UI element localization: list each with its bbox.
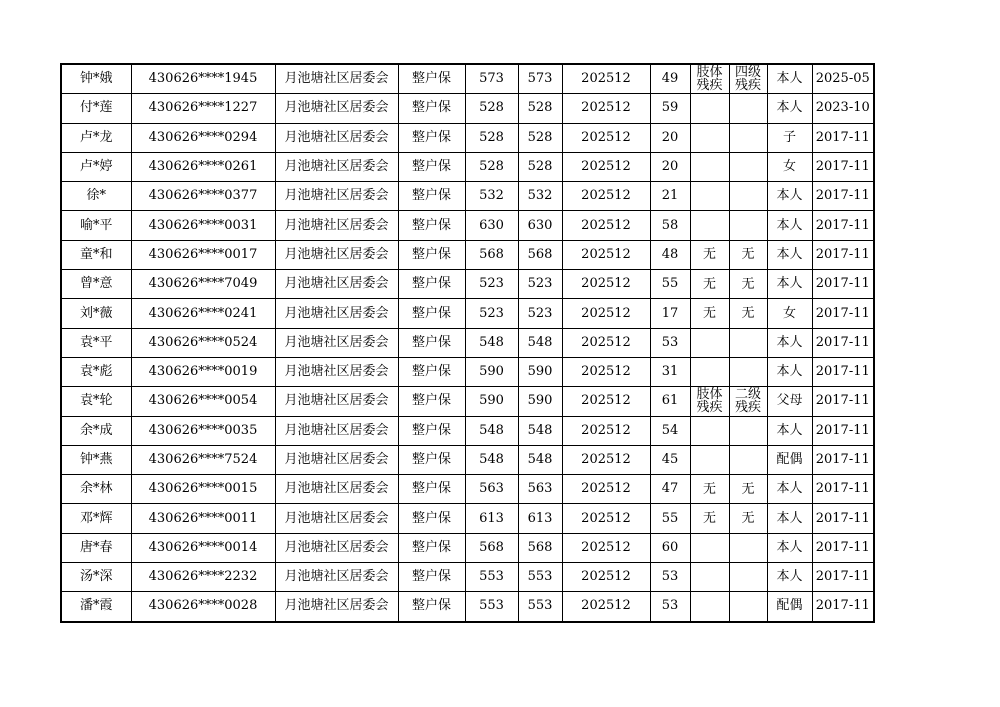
assistance-type-cell: 整户保 bbox=[398, 270, 465, 299]
disability-type-cell: 无 bbox=[690, 240, 729, 269]
age-cell: 61 bbox=[650, 387, 690, 416]
start-date-cell: 2017-11 bbox=[812, 563, 874, 592]
disability-level-cell bbox=[729, 211, 767, 240]
amount-cell: 523 bbox=[465, 270, 518, 299]
age-cell: 17 bbox=[650, 299, 690, 328]
amount-cell: 528 bbox=[518, 94, 562, 123]
relation-cell: 本人 bbox=[767, 563, 812, 592]
amount-cell: 553 bbox=[518, 592, 562, 622]
assistance-type-cell: 整户保 bbox=[398, 533, 465, 562]
id-number-cell: 430626****0054 bbox=[131, 387, 275, 416]
community-cell: 月池塘社区居委会 bbox=[275, 64, 398, 94]
amount-cell: 523 bbox=[465, 299, 518, 328]
amount-cell: 548 bbox=[518, 328, 562, 357]
id-number-cell: 430626****1227 bbox=[131, 94, 275, 123]
community-cell: 月池塘社区居委会 bbox=[275, 94, 398, 123]
disability-type-cell bbox=[690, 416, 729, 445]
period-cell: 202512 bbox=[562, 240, 650, 269]
id-number-cell: 430626****0017 bbox=[131, 240, 275, 269]
age-cell: 53 bbox=[650, 328, 690, 357]
age-cell: 54 bbox=[650, 416, 690, 445]
community-cell: 月池塘社区居委会 bbox=[275, 592, 398, 622]
amount-cell: 568 bbox=[465, 533, 518, 562]
period-cell: 202512 bbox=[562, 504, 650, 533]
relation-cell: 父母 bbox=[767, 387, 812, 416]
disability-type-cell: 肢体残疾 bbox=[690, 387, 729, 416]
amount-cell: 590 bbox=[518, 387, 562, 416]
relation-cell: 本人 bbox=[767, 182, 812, 211]
amount-cell: 528 bbox=[518, 123, 562, 152]
table-row bbox=[61, 416, 874, 445]
amount-cell: 568 bbox=[465, 240, 518, 269]
table-row bbox=[61, 504, 874, 533]
amount-cell: 630 bbox=[518, 211, 562, 240]
id-number-cell: 430626****0031 bbox=[131, 211, 275, 240]
relation-cell: 本人 bbox=[767, 64, 812, 94]
assistance-type-cell: 整户保 bbox=[398, 357, 465, 386]
table-row bbox=[61, 533, 874, 562]
age-cell: 20 bbox=[650, 152, 690, 181]
start-date-cell: 2017-11 bbox=[812, 592, 874, 622]
disability-type-cell bbox=[690, 592, 729, 622]
amount-cell: 568 bbox=[518, 240, 562, 269]
disability-type-cell: 无 bbox=[690, 270, 729, 299]
community-cell: 月池塘社区居委会 bbox=[275, 563, 398, 592]
table-row bbox=[61, 328, 874, 357]
amount-cell: 548 bbox=[465, 445, 518, 474]
amount-cell: 590 bbox=[465, 357, 518, 386]
amount-cell: 553 bbox=[465, 563, 518, 592]
table-row bbox=[61, 475, 874, 504]
name-cell: 卢*龙 bbox=[61, 123, 131, 152]
age-cell: 53 bbox=[650, 592, 690, 622]
name-cell: 付*莲 bbox=[61, 94, 131, 123]
disability-type-cell bbox=[690, 211, 729, 240]
amount-cell: 590 bbox=[465, 387, 518, 416]
disability-level-cell: 四级残疾 bbox=[729, 64, 767, 94]
community-cell: 月池塘社区居委会 bbox=[275, 416, 398, 445]
start-date-cell: 2017-11 bbox=[812, 152, 874, 181]
amount-cell: 548 bbox=[518, 416, 562, 445]
disability-type-cell bbox=[690, 563, 729, 592]
amount-cell: 528 bbox=[518, 152, 562, 181]
name-cell: 邓*辉 bbox=[61, 504, 131, 533]
amount-cell: 553 bbox=[465, 592, 518, 622]
assistance-type-cell: 整户保 bbox=[398, 123, 465, 152]
table-row bbox=[61, 182, 874, 211]
start-date-cell: 2017-11 bbox=[812, 357, 874, 386]
disability-type-cell bbox=[690, 94, 729, 123]
start-date-cell: 2017-11 bbox=[812, 328, 874, 357]
age-cell: 58 bbox=[650, 211, 690, 240]
amount-cell: 548 bbox=[465, 416, 518, 445]
amount-cell: 528 bbox=[465, 123, 518, 152]
name-cell: 童*和 bbox=[61, 240, 131, 269]
assistance-type-cell: 整户保 bbox=[398, 504, 465, 533]
table-row bbox=[61, 64, 874, 94]
table-row bbox=[61, 592, 874, 622]
period-cell: 202512 bbox=[562, 152, 650, 181]
relation-cell: 本人 bbox=[767, 475, 812, 504]
table-row bbox=[61, 240, 874, 269]
assistance-type-cell: 整户保 bbox=[398, 240, 465, 269]
disability-type-cell bbox=[690, 328, 729, 357]
id-number-cell: 430626****0261 bbox=[131, 152, 275, 181]
table-row bbox=[61, 211, 874, 240]
age-cell: 48 bbox=[650, 240, 690, 269]
roster-body bbox=[61, 64, 874, 622]
name-cell: 喻*平 bbox=[61, 211, 131, 240]
disability-level-cell bbox=[729, 328, 767, 357]
period-cell: 202512 bbox=[562, 270, 650, 299]
start-date-cell: 2017-11 bbox=[812, 475, 874, 504]
age-cell: 60 bbox=[650, 533, 690, 562]
period-cell: 202512 bbox=[562, 445, 650, 474]
amount-cell: 528 bbox=[465, 152, 518, 181]
amount-cell: 532 bbox=[465, 182, 518, 211]
community-cell: 月池塘社区居委会 bbox=[275, 387, 398, 416]
disability-type-cell bbox=[690, 445, 729, 474]
community-cell: 月池塘社区居委会 bbox=[275, 475, 398, 504]
period-cell: 202512 bbox=[562, 475, 650, 504]
relation-cell: 子 bbox=[767, 123, 812, 152]
community-cell: 月池塘社区居委会 bbox=[275, 533, 398, 562]
name-cell: 曾*意 bbox=[61, 270, 131, 299]
amount-cell: 548 bbox=[465, 328, 518, 357]
period-cell: 202512 bbox=[562, 299, 650, 328]
assistance-type-cell: 整户保 bbox=[398, 299, 465, 328]
amount-cell: 573 bbox=[465, 64, 518, 94]
assistance-type-cell: 整户保 bbox=[398, 592, 465, 622]
name-cell: 唐*春 bbox=[61, 533, 131, 562]
assistance-type-cell: 整户保 bbox=[398, 94, 465, 123]
start-date-cell: 2017-11 bbox=[812, 299, 874, 328]
community-cell: 月池塘社区居委会 bbox=[275, 123, 398, 152]
period-cell: 202512 bbox=[562, 387, 650, 416]
name-cell: 余*林 bbox=[61, 475, 131, 504]
relation-cell: 本人 bbox=[767, 211, 812, 240]
relation-cell: 配偶 bbox=[767, 445, 812, 474]
age-cell: 53 bbox=[650, 563, 690, 592]
period-cell: 202512 bbox=[562, 328, 650, 357]
disability-level-cell bbox=[729, 94, 767, 123]
period-cell: 202512 bbox=[562, 416, 650, 445]
amount-cell: 563 bbox=[465, 475, 518, 504]
disability-level-cell: 无 bbox=[729, 270, 767, 299]
id-number-cell: 430626****0028 bbox=[131, 592, 275, 622]
community-cell: 月池塘社区居委会 bbox=[275, 445, 398, 474]
disability-type-cell bbox=[690, 533, 729, 562]
community-cell: 月池塘社区居委会 bbox=[275, 240, 398, 269]
amount-cell: 573 bbox=[518, 64, 562, 94]
relation-cell: 本人 bbox=[767, 533, 812, 562]
amount-cell: 532 bbox=[518, 182, 562, 211]
start-date-cell: 2017-11 bbox=[812, 240, 874, 269]
id-number-cell: 430626****0035 bbox=[131, 416, 275, 445]
age-cell: 59 bbox=[650, 94, 690, 123]
age-cell: 55 bbox=[650, 504, 690, 533]
disability-type-cell bbox=[690, 182, 729, 211]
name-cell: 袁*平 bbox=[61, 328, 131, 357]
disability-level-cell bbox=[729, 357, 767, 386]
disability-level-cell: 无 bbox=[729, 240, 767, 269]
table-row bbox=[61, 299, 874, 328]
disability-level-cell: 无 bbox=[729, 475, 767, 504]
name-cell: 徐* bbox=[61, 182, 131, 211]
disability-type-cell: 肢体残疾 bbox=[690, 64, 729, 94]
period-cell: 202512 bbox=[562, 64, 650, 94]
age-cell: 55 bbox=[650, 270, 690, 299]
assistance-type-cell: 整户保 bbox=[398, 64, 465, 94]
disability-level-cell: 二级残疾 bbox=[729, 387, 767, 416]
period-cell: 202512 bbox=[562, 182, 650, 211]
period-cell: 202512 bbox=[562, 94, 650, 123]
id-number-cell: 430626****0377 bbox=[131, 182, 275, 211]
start-date-cell: 2017-11 bbox=[812, 533, 874, 562]
roster-table bbox=[60, 63, 875, 623]
community-cell: 月池塘社区居委会 bbox=[275, 504, 398, 533]
name-cell: 钟*娥 bbox=[61, 64, 131, 94]
name-cell: 袁*轮 bbox=[61, 387, 131, 416]
id-number-cell: 430626****0019 bbox=[131, 357, 275, 386]
amount-cell: 630 bbox=[465, 211, 518, 240]
period-cell: 202512 bbox=[562, 123, 650, 152]
disability-level-cell bbox=[729, 123, 767, 152]
table-row bbox=[61, 123, 874, 152]
relation-cell: 本人 bbox=[767, 504, 812, 533]
amount-cell: 568 bbox=[518, 533, 562, 562]
table-row bbox=[61, 445, 874, 474]
amount-cell: 523 bbox=[518, 299, 562, 328]
table-row bbox=[61, 94, 874, 123]
relation-cell: 本人 bbox=[767, 416, 812, 445]
table-row bbox=[61, 270, 874, 299]
start-date-cell: 2017-11 bbox=[812, 445, 874, 474]
disability-type-cell: 无 bbox=[690, 299, 729, 328]
period-cell: 202512 bbox=[562, 592, 650, 622]
name-cell: 钟*燕 bbox=[61, 445, 131, 474]
relation-cell: 本人 bbox=[767, 357, 812, 386]
start-date-cell: 2017-11 bbox=[812, 387, 874, 416]
relation-cell: 本人 bbox=[767, 94, 812, 123]
id-number-cell: 430626****0014 bbox=[131, 533, 275, 562]
age-cell: 21 bbox=[650, 182, 690, 211]
assistance-type-cell: 整户保 bbox=[398, 182, 465, 211]
amount-cell: 553 bbox=[518, 563, 562, 592]
start-date-cell: 2017-11 bbox=[812, 270, 874, 299]
amount-cell: 563 bbox=[518, 475, 562, 504]
community-cell: 月池塘社区居委会 bbox=[275, 270, 398, 299]
age-cell: 45 bbox=[650, 445, 690, 474]
amount-cell: 523 bbox=[518, 270, 562, 299]
amount-cell: 613 bbox=[465, 504, 518, 533]
disability-level-cell bbox=[729, 592, 767, 622]
id-number-cell: 430626****2232 bbox=[131, 563, 275, 592]
community-cell: 月池塘社区居委会 bbox=[275, 182, 398, 211]
community-cell: 月池塘社区居委会 bbox=[275, 299, 398, 328]
assistance-type-cell: 整户保 bbox=[398, 445, 465, 474]
id-number-cell: 430626****1945 bbox=[131, 64, 275, 94]
period-cell: 202512 bbox=[562, 533, 650, 562]
assistance-type-cell: 整户保 bbox=[398, 328, 465, 357]
age-cell: 31 bbox=[650, 357, 690, 386]
disability-level-cell bbox=[729, 445, 767, 474]
id-number-cell: 430626****0524 bbox=[131, 328, 275, 357]
assistance-type-cell: 整户保 bbox=[398, 475, 465, 504]
relation-cell: 本人 bbox=[767, 270, 812, 299]
age-cell: 49 bbox=[650, 64, 690, 94]
period-cell: 202512 bbox=[562, 211, 650, 240]
amount-cell: 528 bbox=[465, 94, 518, 123]
start-date-cell: 2025-05 bbox=[812, 64, 874, 94]
disability-level-cell bbox=[729, 152, 767, 181]
disability-type-cell bbox=[690, 152, 729, 181]
start-date-cell: 2017-11 bbox=[812, 504, 874, 533]
disability-level-cell bbox=[729, 182, 767, 211]
amount-cell: 613 bbox=[518, 504, 562, 533]
start-date-cell: 2017-11 bbox=[812, 182, 874, 211]
relation-cell: 女 bbox=[767, 299, 812, 328]
name-cell: 潘*霞 bbox=[61, 592, 131, 622]
table-row bbox=[61, 152, 874, 181]
disability-level-cell bbox=[729, 416, 767, 445]
name-cell: 袁*彪 bbox=[61, 357, 131, 386]
community-cell: 月池塘社区居委会 bbox=[275, 152, 398, 181]
community-cell: 月池塘社区居委会 bbox=[275, 211, 398, 240]
community-cell: 月池塘社区居委会 bbox=[275, 357, 398, 386]
name-cell: 余*成 bbox=[61, 416, 131, 445]
assistance-type-cell: 整户保 bbox=[398, 387, 465, 416]
amount-cell: 548 bbox=[518, 445, 562, 474]
assistance-type-cell: 整户保 bbox=[398, 416, 465, 445]
start-date-cell: 2023-10 bbox=[812, 94, 874, 123]
start-date-cell: 2017-11 bbox=[812, 211, 874, 240]
period-cell: 202512 bbox=[562, 357, 650, 386]
id-number-cell: 430626****7524 bbox=[131, 445, 275, 474]
disability-type-cell: 无 bbox=[690, 475, 729, 504]
id-number-cell: 430626****0015 bbox=[131, 475, 275, 504]
relation-cell: 本人 bbox=[767, 240, 812, 269]
amount-cell: 590 bbox=[518, 357, 562, 386]
assistance-type-cell: 整户保 bbox=[398, 211, 465, 240]
id-number-cell: 430626****0011 bbox=[131, 504, 275, 533]
community-cell: 月池塘社区居委会 bbox=[275, 328, 398, 357]
disability-type-cell bbox=[690, 123, 729, 152]
disability-level-cell bbox=[729, 533, 767, 562]
assistance-type-cell: 整户保 bbox=[398, 152, 465, 181]
disability-level-cell bbox=[729, 563, 767, 592]
relation-cell: 女 bbox=[767, 152, 812, 181]
age-cell: 47 bbox=[650, 475, 690, 504]
assistance-type-cell: 整户保 bbox=[398, 563, 465, 592]
disability-level-cell: 无 bbox=[729, 504, 767, 533]
table-row bbox=[61, 387, 874, 416]
table-row bbox=[61, 563, 874, 592]
name-cell: 刘*薇 bbox=[61, 299, 131, 328]
disability-type-cell bbox=[690, 357, 729, 386]
start-date-cell: 2017-11 bbox=[812, 416, 874, 445]
age-cell: 20 bbox=[650, 123, 690, 152]
id-number-cell: 430626****7049 bbox=[131, 270, 275, 299]
table-row bbox=[61, 357, 874, 386]
disability-type-cell: 无 bbox=[690, 504, 729, 533]
relation-cell: 配偶 bbox=[767, 592, 812, 622]
period-cell: 202512 bbox=[562, 563, 650, 592]
disability-level-cell: 无 bbox=[729, 299, 767, 328]
id-number-cell: 430626****0294 bbox=[131, 123, 275, 152]
relation-cell: 本人 bbox=[767, 328, 812, 357]
name-cell: 卢*婷 bbox=[61, 152, 131, 181]
start-date-cell: 2017-11 bbox=[812, 123, 874, 152]
id-number-cell: 430626****0241 bbox=[131, 299, 275, 328]
name-cell: 汤*深 bbox=[61, 563, 131, 592]
